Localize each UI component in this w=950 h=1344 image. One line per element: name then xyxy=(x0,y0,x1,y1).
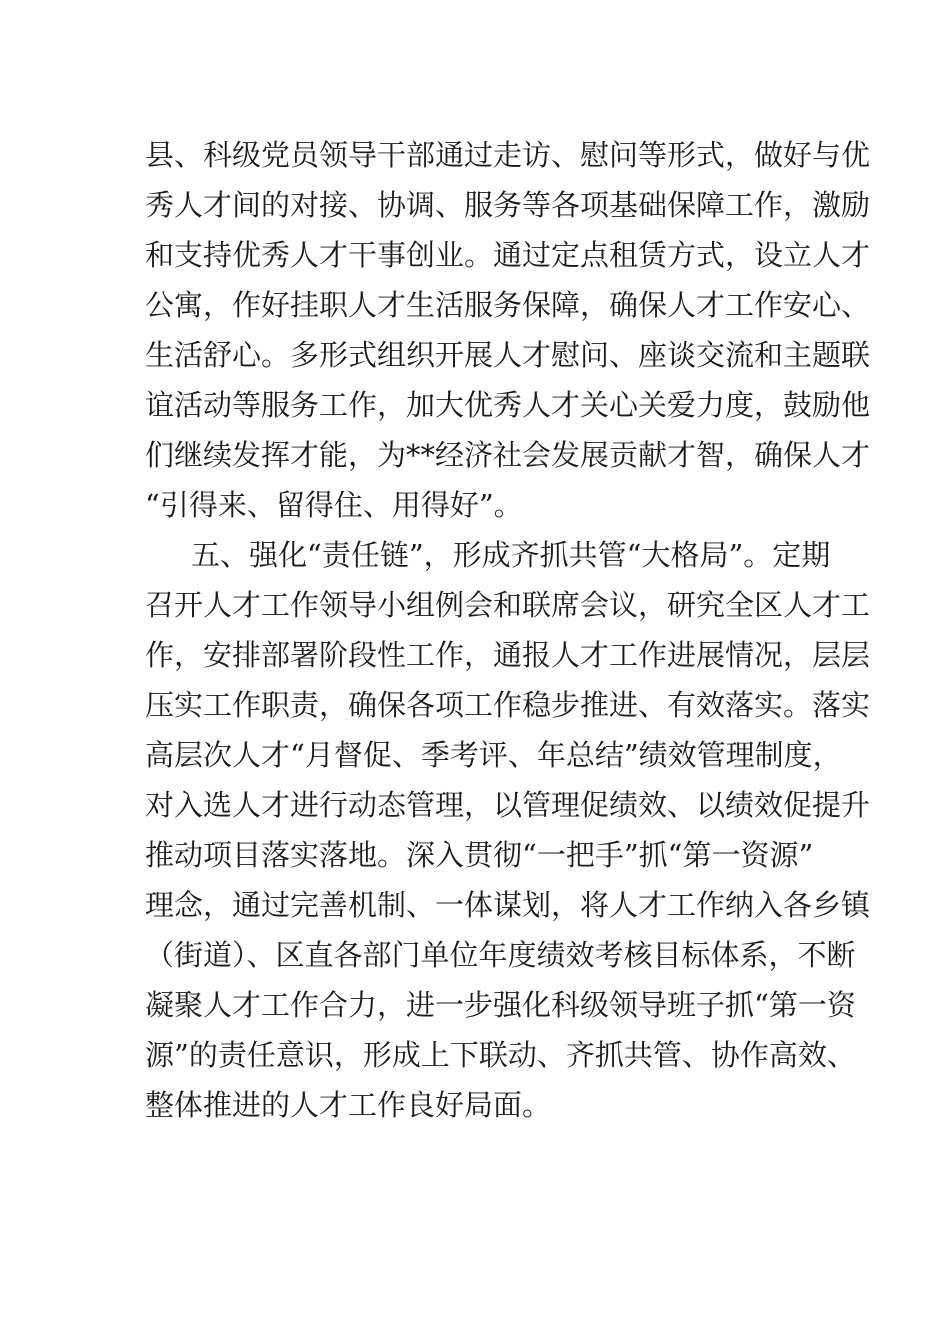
text-line: 生活舒心。多形式组织开展人才慰问、座谈交流和主题联 xyxy=(145,338,871,372)
text-line: 推动项目落实落地。深入贯彻“一把手”抓“第一资源” xyxy=(145,838,814,872)
text-line: 公寓，作好挂职人才生活服务保障，确保人才工作安心、 xyxy=(145,288,871,322)
text-line: “引得来、留得住、用得好”。 xyxy=(145,488,523,522)
text-line: 源”的责任意识，形成上下联动、齐抓共管、协作高效、 xyxy=(145,1038,856,1072)
text-line: 召开人才工作领导小组例会和联席会议，研究全区人才工 xyxy=(145,588,871,622)
paragraph-section-five xyxy=(145,530,871,1130)
text-line: 理念，通过完善机制、一体谋划，将人才工作纳入各乡镇 xyxy=(145,888,871,922)
text-line: 作，安排部署阶段性工作，通报人才工作进展情况，层层 xyxy=(145,638,871,672)
text-line: 对入选人才进行动态管理，以管理促绩效、以绩效促提升 xyxy=(145,788,871,822)
text-line: 压实工作职责，确保各项工作稳步推进、有效落实。落实 xyxy=(145,688,871,722)
document-body xyxy=(145,130,871,1130)
text-line: 县、科级党员领导干部通过走访、慰问等形式，做好与优 xyxy=(145,138,871,172)
text-line: 谊活动等服务工作，加大优秀人才关心关爱力度，鼓励他 xyxy=(145,388,871,422)
paragraph-continuation xyxy=(145,130,871,530)
text-line: 们继续发挥才能，为**经济社会发展贡献才智，确保人才 xyxy=(145,438,871,472)
text-line: 高层次人才“月督促、季考评、年总结”绩效管理制度， xyxy=(145,738,842,772)
text-line: 秀人才间的对接、协调、服务等各项基础保障工作，激励 xyxy=(145,188,871,222)
text-line: 和支持优秀人才干事创业。通过定点租赁方式，设立人才 xyxy=(145,238,871,272)
text-line: （街道）、区直各部门单位年度绩效考核目标体系，不断 xyxy=(145,938,856,972)
text-line: 凝聚人才工作合力，进一步强化科级领导班子抓“第一资 xyxy=(145,988,856,1022)
text-line: 五、强化“责任链”，形成齐抓共管“大格局”。定期 xyxy=(191,538,831,572)
text-line: 整体推进的人才工作良好局面。 xyxy=(145,1088,552,1122)
